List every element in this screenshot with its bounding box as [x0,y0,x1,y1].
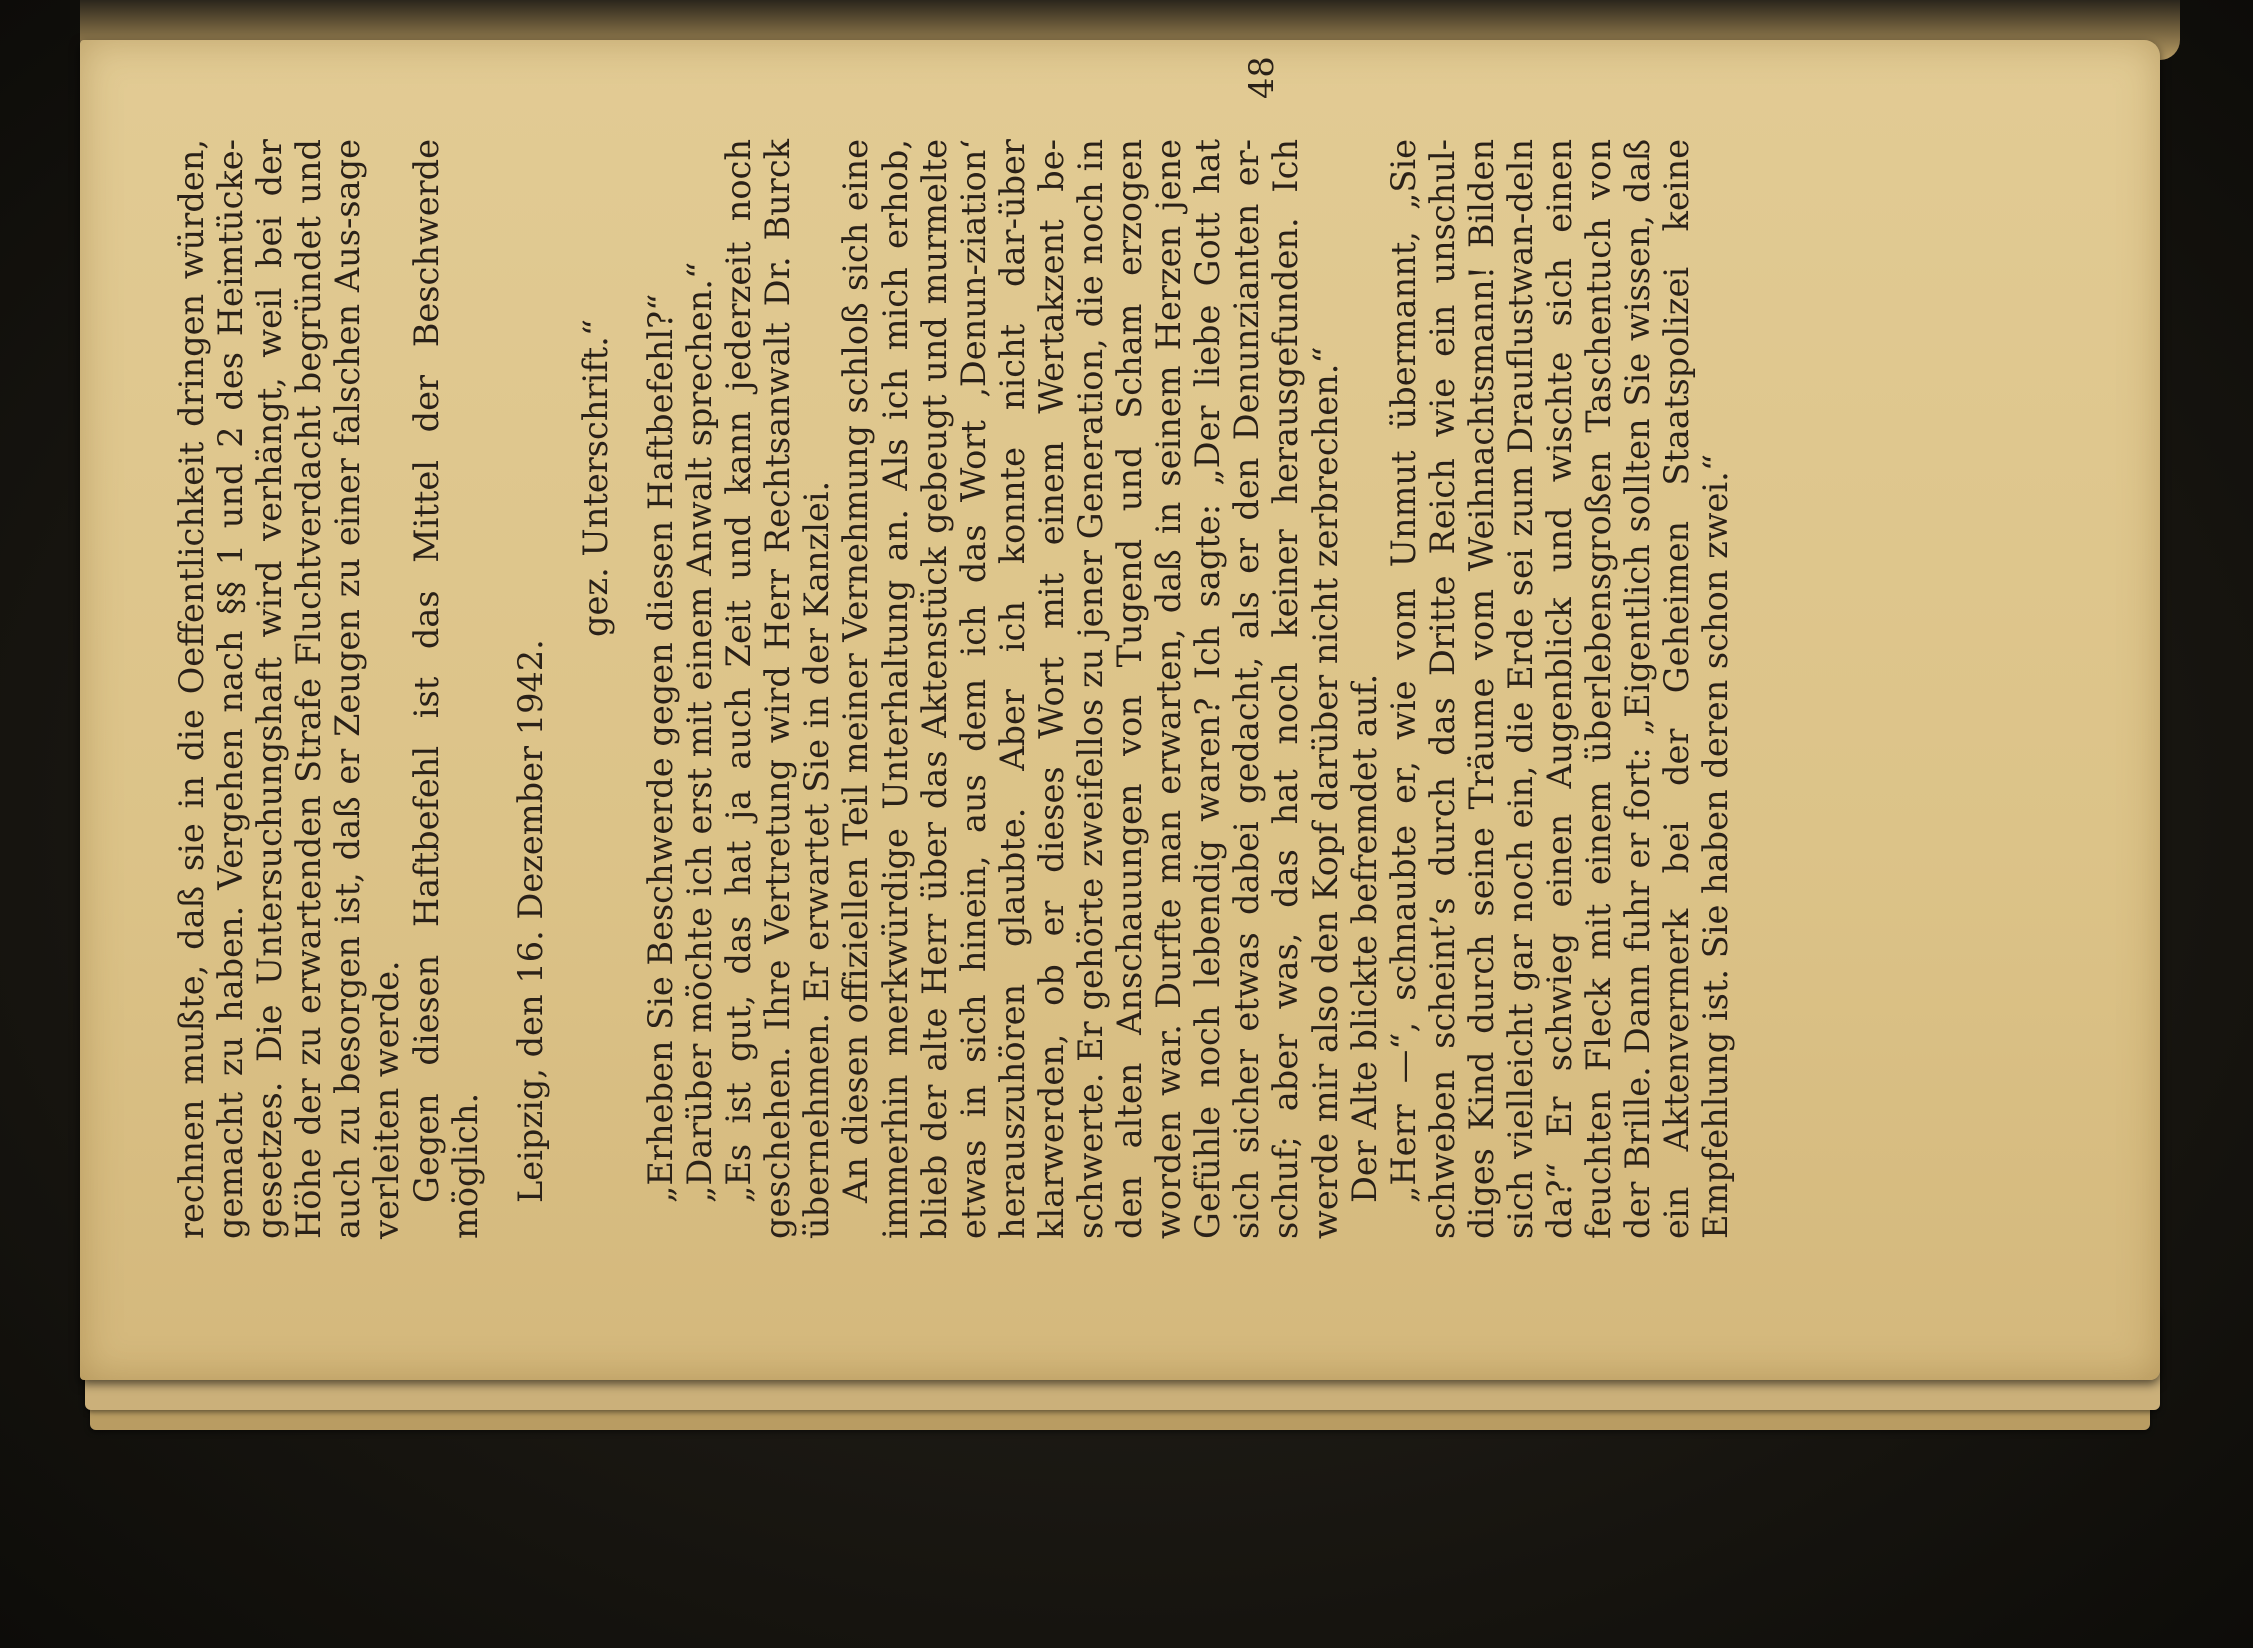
paragraph: rechnen mußte, daß sie in die Oeffentlichkeit dringen würden, gemacht zu haben. Vergehen nach §§ 1 und 2 des Heimtücke-gesetzes. Die Untersuchungshaft wird verhängt, weil bei der Höhe der zu erwartenden Strafe Fluchtverdacht begründet und auch zu besorgen ist, daß er Zeugen zu einer falschen Aus-sage verleiten werde. [172,139,407,1239]
paragraph: „Erheben Sie Beschwerde gegen diesen Haftbefehl?“ [640,293,680,1203]
paragraph: „Es ist gut, das hat ja auch Zeit und kann jederzeit noch geschehen. Ihre Vertretung wird Herr Rechtsanwalt Dr. Burck übernehmen. Er erwartet Sie in der Kanzlei. [719,139,837,1239]
dateline: Leipzig, den 16. Dezember 1942. [510,639,550,1203]
signature-line: gez. Unterschrift.“ [575,319,615,637]
page-text [172,56,2012,1259]
paragraph: An diesen offiziellen Teil meiner Vernehmung schloß sich eine immerhin merkwürdige Unterhaltung an. Als ich mich erhob, blieb der alte Herr über das Aktenstück gebeugt und murmelte etwas in sich hinein, aus dem ich das Wort ‚Denun-ziation‘ herauszuhören glaubte. Aber ich konnte nicht dar-über klarwerden, ob er dieses Wort mit einem Wertakzent be-schwerte. Er gehörte zweifellos zu jener Generation, die noch in den alten Anschauungen von Tugend und Scham erzogen worden war. Durfte man erwarten, daß in seinem Herzen jene Gefühle noch lebendig waren? Ich sagte: „Der liebe Gott hat sich sicher etwas dabei gedacht, als er den Denunzianten er-schuf; aber was, das hat noch keiner herausgefunden. Ich werde mir also den Kopf darüber nicht zerbrechen.“ [836,139,1345,1239]
paragraph: Der Alte blickte befremdet auf. [1344,673,1384,1203]
paragraph: „Darüber möchte ich erst mit einem Anwalt sprechen.“ [680,261,720,1203]
paragraph: „Herr —“, schnaubte er, wie vom Unmut übermannt, „Sie schweben scheint’s durch das Dritte Reich wie ein unschul-diges Kind durch seine Träume vom Weihnachtsmann! Bilden sich vielleicht gar noch ein, die Erde sei zum Drauflustwan-deln da?“ Er schwieg einen Augenblick und wischte sich einen feuchten Fleck mit einem überlebensgroßen Taschentuch von der Brille. Dann fuhr er fort: „Eigentlich sollten Sie wissen, daß ein Aktenvermerk bei der Geheimen Staatspolizei keine Empfehlung ist. Sie haben deren schon zwei.“ [1383,139,1736,1239]
page-number: 48 [1242,56,1281,99]
paragraph: Gegen diesen Haftbefehl ist das Mittel der Beschwerde möglich. [406,139,485,1239]
